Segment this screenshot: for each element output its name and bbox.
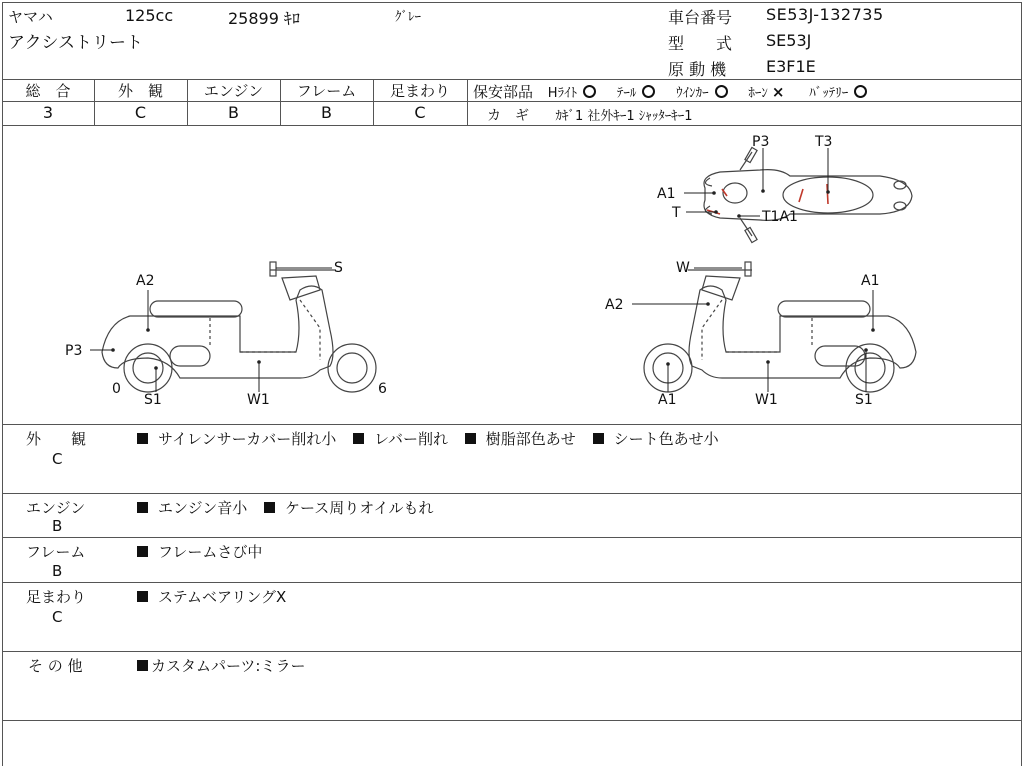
remark-frame-label: フレーム <box>26 543 86 561</box>
diag-top-p3: P3 <box>752 134 770 150</box>
diag-right-w: W <box>676 260 690 276</box>
remark-suspension-label: 足まわり <box>26 588 87 606</box>
bullet-icon <box>137 591 148 602</box>
remark-exterior-grade: C <box>52 450 63 468</box>
diag-left-6: 6 <box>378 381 387 397</box>
remark-exterior-item-3: 樹脂部色あせ <box>485 430 576 448</box>
grade-suspension-value: C <box>414 103 426 122</box>
taillight-label: ﾃｰﾙ <box>616 86 637 101</box>
remarks-divider-3 <box>2 582 1022 583</box>
diag-right-a1: A1 <box>861 273 880 289</box>
remark-frame-grade: B <box>52 562 63 580</box>
diag-top-a1: A1 <box>657 186 676 202</box>
bullet-icon <box>137 433 148 444</box>
remarks-divider-5 <box>2 720 1022 721</box>
type-value: SE53J <box>766 31 812 50</box>
remark-frame-item-1: フレームさび中 <box>158 543 263 561</box>
keys-value: ｶｷﾞ1 社外ｷｰ1 ｼｬｯﾀｰｷｰ1 <box>555 109 693 124</box>
right-view-dots <box>666 302 875 366</box>
remark-engine-label: エンジン <box>26 499 86 517</box>
displacement: 125cc <box>125 6 174 25</box>
horn-label: ﾎｰﾝ <box>748 86 768 101</box>
remarks-divider-2 <box>2 537 1022 538</box>
remark-exterior-item-4: シート色あせ小 <box>613 430 719 448</box>
diag-left-s: S <box>334 260 343 276</box>
remark-other-items <box>137 655 317 676</box>
remark-other-item-1: カスタムパーツ:ミラー <box>151 657 306 675</box>
grade-frame-label: フレーム <box>296 82 357 100</box>
grade-frame-value: B <box>321 103 332 122</box>
bullet-icon <box>465 433 476 444</box>
remark-suspension-items <box>137 586 298 607</box>
diag-top-t: T <box>672 205 681 221</box>
model-name: アクシストリート <box>8 33 143 53</box>
remark-other-label: そ の 他 <box>28 657 83 675</box>
bullet-icon <box>137 502 148 513</box>
type-label: 型 式 <box>668 34 733 53</box>
grade-overall-value: 3 <box>42 103 54 122</box>
diag-left-p3: P3 <box>65 343 83 359</box>
grade-engine-value: B <box>228 103 239 122</box>
remark-frame-items <box>137 541 274 562</box>
remark-suspension-grade: C <box>52 608 63 626</box>
mileage: 25899 ｷﾛ <box>228 9 300 28</box>
diag-left-w1: W1 <box>247 392 270 408</box>
battery-label: ﾊﾞｯﾃﾘｰ <box>809 86 849 101</box>
grade-exterior-value: C <box>134 103 147 122</box>
remark-exterior-items <box>137 428 731 449</box>
grade-engine-label: エンジン <box>203 82 264 100</box>
remark-exterior-item-1: サイレンサーカバー削れ小 <box>158 430 337 448</box>
bullet-icon <box>137 546 148 557</box>
diag-top-t3: T3 <box>815 134 833 150</box>
bullet-icon <box>137 660 148 671</box>
engine-model-label: 原 動 機 <box>668 60 727 79</box>
diag-left-0: 0 <box>112 381 121 397</box>
safety-label: 保安部品 <box>473 83 534 101</box>
color: ｸﾞﾚｰ <box>395 10 421 25</box>
diag-right-a2: A2 <box>605 297 624 313</box>
remark-suspension-item-1: ステムベアリングX <box>158 588 287 606</box>
bullet-icon <box>593 433 604 444</box>
remarks-divider-4 <box>2 651 1022 652</box>
horn-ng-icon: × <box>771 83 785 101</box>
frame-no: SE53J-132735 <box>766 5 884 24</box>
remark-engine-item-1: エンジン音小 <box>158 499 248 517</box>
remark-engine-grade: B <box>52 517 63 535</box>
remark-exterior-label: 外 観 <box>26 430 87 448</box>
engine-model-value: E3F1E <box>766 57 816 76</box>
frame-no-label: 車台番号 <box>668 8 733 27</box>
remark-engine-items <box>137 497 446 518</box>
diag-left-a2: A2 <box>136 273 155 289</box>
headlight-label: Hﾗｲﾄ <box>547 86 578 101</box>
right-view-leader-lines <box>632 268 873 392</box>
diag-right-w1: W1 <box>755 392 778 408</box>
grade-overall-label: 総 合 <box>25 82 71 100</box>
diag-top-t1a1: T1A1 <box>762 209 798 225</box>
diag-left-s1: S1 <box>144 392 162 408</box>
remarks-divider-1 <box>2 493 1022 494</box>
bullet-icon <box>353 433 364 444</box>
diag-right-a1b: A1 <box>658 392 677 408</box>
remark-exterior-item-2: レバー削れ <box>374 430 449 448</box>
bullet-icon <box>264 502 275 513</box>
top-view-scooter-icon <box>704 147 912 242</box>
left-view-leader-lines <box>90 268 332 392</box>
grade-exterior-label: 外 観 <box>117 82 163 100</box>
maker: ヤマハ <box>8 8 53 26</box>
keys-label: カ ギ <box>487 108 529 124</box>
grade-suspension-label: 足まわり <box>389 82 450 100</box>
remark-engine-item-2: ケース周りオイルもれ <box>285 499 434 517</box>
diag-right-s1: S1 <box>855 392 873 408</box>
winker-label: ｳｲﾝｶｰ <box>676 86 709 101</box>
